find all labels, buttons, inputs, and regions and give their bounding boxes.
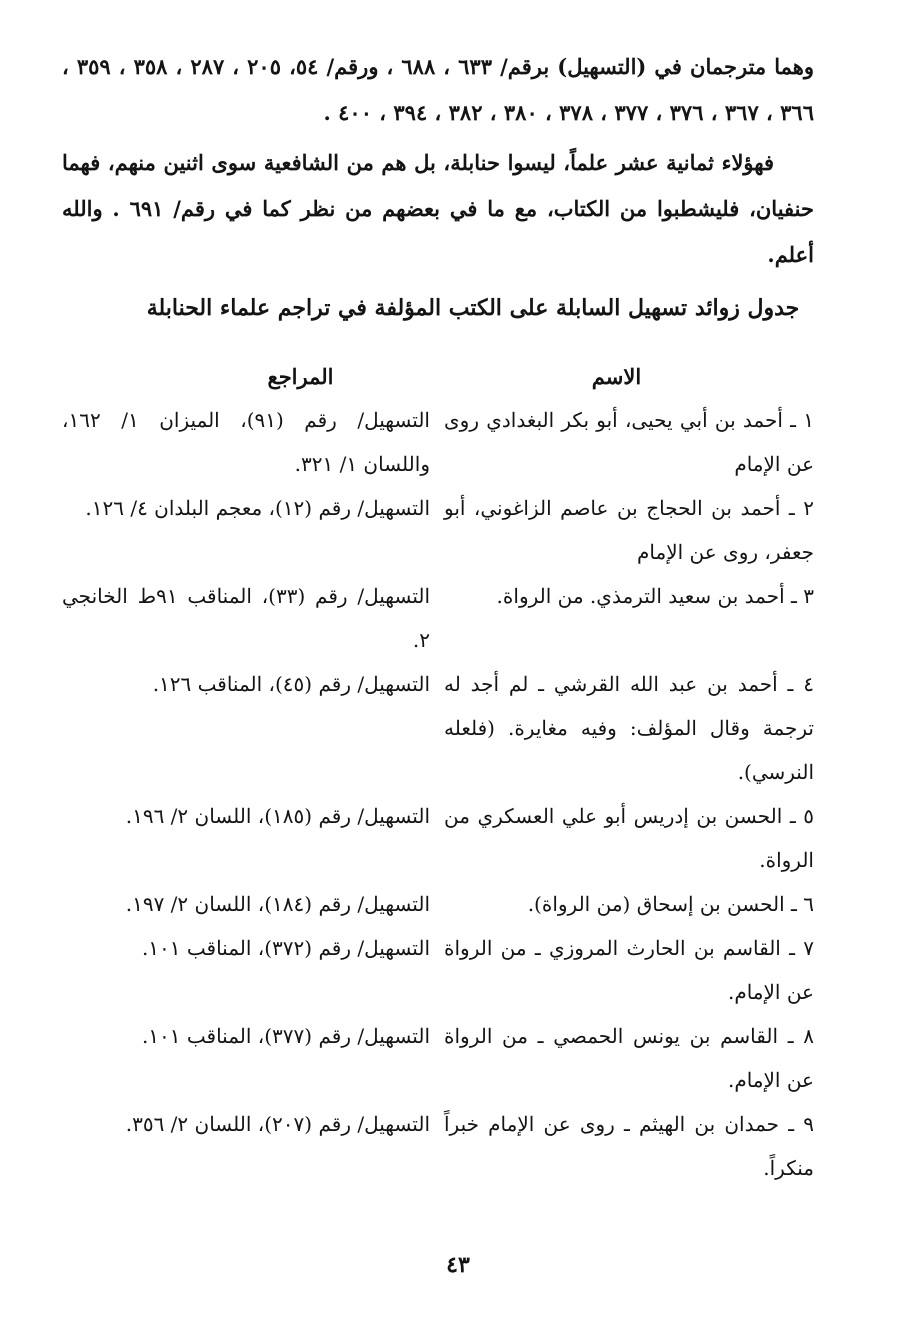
entry-name: ٧ ـ القاسم بن الحارث المروزي ـ من الرواة عن الإمام. <box>444 936 814 1004</box>
table-header <box>62 356 814 396</box>
entry-references: التسهيل/ رقم (١٢)، معجم البلدان ٤/ ١٢٦. <box>85 496 430 520</box>
page-number: ٤٣ <box>446 1252 470 1278</box>
document-page <box>62 44 814 1190</box>
entry-name: ٤ ـ أحمد بن عبد الله القرشي ـ لم أجد له ترجمة وقال المؤلف: وفيه مغايرة. (فلعله النرسي). <box>444 672 814 784</box>
entry-references: التسهيل/ رقم (١٨٤)، اللسان ٢/ ١٩٧. <box>125 892 430 916</box>
column-header-name: الاسم <box>591 363 642 389</box>
entry-name: ٢ ـ أحمد بن الحجاج بن عاصم الزاغوني، أبو جعفر، روى عن الإمام <box>444 496 814 564</box>
table-row <box>62 1014 814 1102</box>
entry-name: ١ ـ أحمد بن أبي يحيى، أبو بكر البغدادي روى عن الإمام <box>444 408 814 476</box>
entry-references: التسهيل/ رقم (٩١)، الميزان ١/ ١٦٢، واللسان ١/ ٣٢١. <box>62 408 430 476</box>
table-row <box>62 574 814 662</box>
table-row <box>62 1102 814 1190</box>
entry-name: ٨ ـ القاسم بن يونس الحمصي ـ من الرواة عن الإمام. <box>444 1024 814 1092</box>
entry-references: التسهيل/ رقم (٣٧٢)، المناقب ١٠١. <box>141 936 430 960</box>
intro-paragraph-1: وهما مترجمان في (التسهيل) برقم/ ٦٣٣ ، ٦٨٨ ، ورقم/ ٥٤، ٢٠٥ ، ٢٨٧ ، ٣٥٨ ، ٣٥٩ ، ٣٦٦ ، ٣٦٧ ، ٣٧٦ ، ٣٧٧ ، ٣٧٨ ، ٣٨٠ ، ٣٨٢ ، ٣٩٤ ، ٤٠٠ . <box>62 54 814 125</box>
table-row <box>62 794 814 882</box>
entry-name: ٥ ـ الحسن بن إدريس أبو علي العسكري من الرواة. <box>444 804 814 872</box>
entry-name: ٦ ـ الحسن بن إسحاق (من الرواة). <box>527 892 814 916</box>
entry-references: التسهيل/ رقم (٢٠٧)، اللسان ٢/ ٣٥٦. <box>125 1112 430 1136</box>
table-body <box>62 398 814 1190</box>
table-row <box>62 398 814 486</box>
table-title: جدول زوائد تسهيل السابلة على الكتب المؤلفة في تراجم علماء الحنابلة <box>146 295 800 321</box>
entry-references: التسهيل/ رقم (٤٥)، المناقب ١٢٦. <box>152 672 430 696</box>
entry-references: التسهيل/ رقم (٣٣)، المناقب ٩١ط الخانجي ٢. <box>62 584 431 652</box>
column-header-references: المراجع <box>267 363 334 389</box>
entry-name: ٩ ـ حمدان بن الهيثم ـ روى عن الإمام خبراً منكراً. <box>444 1112 814 1180</box>
table-row <box>62 486 814 574</box>
entry-name: ٣ ـ أحمد بن سعيد الترمذي. من الرواة. <box>496 584 814 608</box>
table-row <box>62 882 814 926</box>
table-row <box>62 926 814 1014</box>
table-row <box>62 662 814 794</box>
intro-paragraph-2: فهؤلاء ثمانية عشر علماً، ليسوا حنابلة، بل هم من الشافعية سوى اثنين منهم، فهما حنفيان، فليشطبوا من الكتاب، مع ما في بعضهم من نظر كما في رقم/ ٦٩١ . والله أعلم. <box>62 150 814 267</box>
entry-references: التسهيل/ رقم (٣٧٧)، المناقب ١٠١. <box>141 1024 430 1048</box>
entry-references: التسهيل/ رقم (١٨٥)، اللسان ٢/ ١٩٦. <box>125 804 430 828</box>
